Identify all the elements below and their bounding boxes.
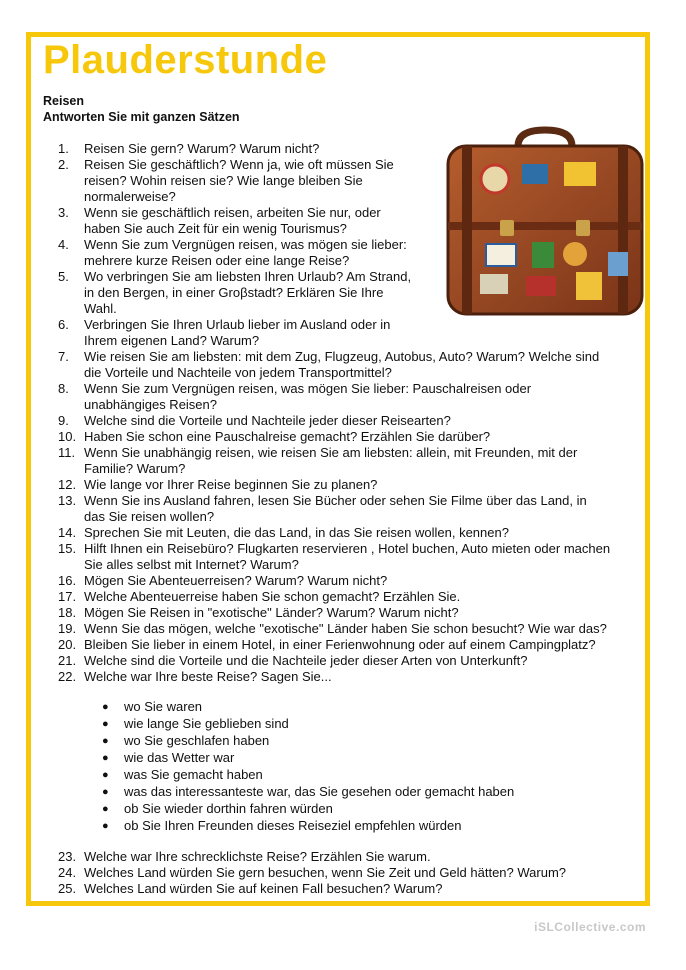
question-item — [58, 429, 490, 445]
bullet-text: wie das Wetter war — [124, 750, 235, 765]
question-number: 25. — [58, 881, 77, 896]
question-item — [58, 141, 319, 157]
question-item — [58, 477, 377, 493]
question-item — [58, 653, 527, 669]
question-number: 16. — [58, 573, 77, 588]
bullet-item — [102, 818, 461, 834]
question-text: Wenn Sie unabhängig reisen, wie reisen Sie am liebsten: allein, mit Freunden, mit der — [84, 445, 578, 460]
question-number: 8. — [58, 381, 69, 396]
question-text: in den Bergen, in einer Groβstadt? Erklären Sie Ihre — [84, 285, 384, 300]
question-number: 23. — [58, 849, 77, 864]
question-number: 18. — [58, 605, 77, 620]
question-text: Wo verbringen Sie am liebsten Ihren Urlaub? Am Strand, — [84, 269, 412, 284]
question-item — [58, 621, 607, 637]
question-item — [58, 849, 431, 865]
question-text: Welche sind die Vorteile und die Nachteile jeder dieser Arten von Unterkunft? — [84, 653, 528, 668]
question-text: Wenn Sie das mögen, welche "exotische" Länder haben Sie schon besucht? Wie war das? — [84, 621, 607, 636]
bullet-dot: ● — [102, 735, 109, 747]
bullet-dot: ● — [102, 803, 109, 815]
bullet-item — [102, 716, 289, 732]
question-item — [58, 349, 599, 381]
question-number: 14. — [58, 525, 77, 540]
question-item — [58, 317, 390, 349]
question-text: Wenn sie geschäftlich reisen, arbeiten Sie nur, oder — [84, 205, 381, 220]
question-text: unabhängiges Reisen? — [84, 397, 217, 412]
question-number: 22. — [58, 669, 77, 684]
bullet-dot: ● — [102, 786, 109, 798]
question-text: die Vorteile und Nachteile von jedem Transportmittel? — [84, 365, 392, 380]
question-text: Reisen Sie gern? Warum? Warum nicht? — [84, 141, 320, 156]
instruction-heading: Antworten Sie mit ganzen Sätzen — [43, 110, 240, 124]
question-item — [58, 589, 460, 605]
question-number: 10. — [58, 429, 77, 444]
question-text: haben Sie auch Zeit für ein wenig Tourismus? — [84, 221, 347, 236]
question-item — [58, 493, 587, 525]
question-number: 12. — [58, 477, 77, 492]
bullet-item — [102, 699, 202, 715]
question-item — [58, 881, 442, 897]
question-number: 5. — [58, 269, 69, 284]
question-item — [58, 669, 332, 685]
question-number: 7. — [58, 349, 69, 364]
question-number: 1. — [58, 141, 69, 156]
question-item — [58, 205, 381, 237]
question-item — [58, 865, 566, 881]
question-text: mehrere kurze Reisen oder eine lange Reise? — [84, 253, 350, 268]
question-text: Haben Sie schon eine Pauschalreise gemacht? Erzählen Sie darüber? — [84, 429, 491, 444]
question-item — [58, 573, 387, 589]
question-text: normalerweise? — [84, 189, 176, 204]
topic-heading: Reisen — [43, 94, 84, 108]
bullet-item — [102, 784, 514, 800]
question-text: Wahl. — [84, 301, 117, 316]
question-text: Wie reisen Sie am liebsten: mit dem Zug, Flugzeug, Autobus, Auto? Warum? Welche sind — [84, 349, 600, 364]
question-text: Welche sind die Vorteile und Nachteile jeder dieser Reisearten? — [84, 413, 451, 428]
question-number: 11. — [58, 445, 76, 460]
question-text: Sprechen Sie mit Leuten, die das Land, in das Sie reisen wollen, kennen? — [84, 525, 509, 540]
question-number: 13. — [58, 493, 77, 508]
question-text: reisen? Wohin reisen sie? Wie lange bleiben Sie — [84, 173, 363, 188]
question-text: Welche Abenteuerreise haben Sie schon gemacht? Erzählen Sie. — [84, 589, 461, 604]
question-item — [58, 637, 596, 653]
bullet-text: wie lange Sie geblieben sind — [124, 716, 289, 731]
question-text: Welche war Ihre beste Reise? Sagen Sie... — [84, 669, 332, 684]
bullet-dot: ● — [102, 701, 109, 713]
question-text: Welches Land würden Sie gern besuchen, wenn Sie Zeit und Geld hätten? Warum? — [84, 865, 567, 880]
question-text: Sie alles selbst mit Internet? Warum? — [84, 557, 299, 572]
question-text: Wenn Sie ins Ausland fahren, lesen Sie Bücher oder sehen Sie Filme über das Land, in — [84, 493, 587, 508]
question-number: 2. — [58, 157, 69, 172]
bullet-text: ob Sie Ihren Freunden dieses Reiseziel empfehlen würden — [124, 818, 462, 833]
question-number: 6. — [58, 317, 69, 332]
question-text: Mögen Sie Reisen in "exotische" Länder? Warum? Warum nicht? — [84, 605, 459, 620]
bullet-text: was das interessanteste war, das Sie gesehen oder gemacht haben — [124, 784, 515, 799]
question-item — [58, 157, 394, 205]
question-number: 19. — [58, 621, 77, 636]
bullet-item — [102, 801, 333, 817]
question-text: Welches Land würden Sie auf keinen Fall besuchen? Warum? — [84, 881, 443, 896]
question-number: 21. — [58, 653, 77, 668]
bullet-item — [102, 750, 234, 766]
suitcase-illustration — [440, 124, 650, 320]
question-item — [58, 381, 531, 413]
bullet-item — [102, 733, 269, 749]
question-text: Wenn Sie zum Vergnügen reisen, was mögen sie lieber: — [84, 237, 407, 252]
question-text: Bleiben Sie lieber in einem Hotel, in einer Ferienwohnung oder auf einem Campingplatz? — [84, 637, 596, 652]
bullet-dot: ● — [102, 820, 109, 832]
page-title: Plauderstunde — [43, 38, 328, 82]
suitcase-handle — [518, 130, 572, 146]
bullet-text: was Sie gemacht haben — [124, 767, 263, 782]
question-item — [58, 413, 451, 429]
question-text: Hilft Ihnen ein Reisebüro? Flugkarten reservieren , Hotel buchen, Auto mieten oder machen — [84, 541, 611, 556]
question-number: 9. — [58, 413, 69, 428]
question-text: das Sie reisen wollen? — [84, 509, 215, 524]
question-item — [58, 269, 411, 317]
question-number: 4. — [58, 237, 69, 252]
question-text: Mögen Sie Abenteuerreisen? Warum? Warum nicht? — [84, 573, 388, 588]
bullet-dot: ● — [102, 718, 109, 730]
question-text: Ihrem eigenen Land? Warum? — [84, 333, 260, 348]
question-number: 24. — [58, 865, 77, 880]
watermark: iSLCollective.com — [534, 920, 646, 934]
question-text: Verbringen Sie Ihren Urlaub lieber im Ausland oder in — [84, 317, 391, 332]
question-item — [58, 605, 459, 621]
question-number: 17. — [58, 589, 77, 604]
question-number: 3. — [58, 205, 69, 220]
question-text: Wenn Sie zum Vergnügen reisen, was mögen Sie lieber: Pauschalreisen oder — [84, 381, 532, 396]
question-text: Wie lange vor Ihrer Reise beginnen Sie zu planen? — [84, 477, 378, 492]
question-text: Reisen Sie geschäftlich? Wenn ja, wie oft müssen Sie — [84, 157, 394, 172]
question-item — [58, 541, 610, 573]
question-text: Welche war Ihre schrecklichste Reise? Erzählen Sie warum. — [84, 849, 431, 864]
question-item — [58, 237, 407, 269]
bullet-text: wo Sie geschlafen haben — [124, 733, 270, 748]
bullet-text: ob Sie wieder dorthin fahren würden — [124, 801, 333, 816]
bullet-text: wo Sie waren — [124, 699, 203, 714]
bullet-dot: ● — [102, 769, 109, 781]
question-item — [58, 525, 509, 541]
bullet-dot: ● — [102, 752, 109, 764]
question-item — [58, 445, 577, 477]
question-number: 15. — [58, 541, 77, 556]
question-number: 20. — [58, 637, 77, 652]
bullet-item — [102, 767, 263, 783]
question-text: Familie? Warum? — [84, 461, 186, 476]
